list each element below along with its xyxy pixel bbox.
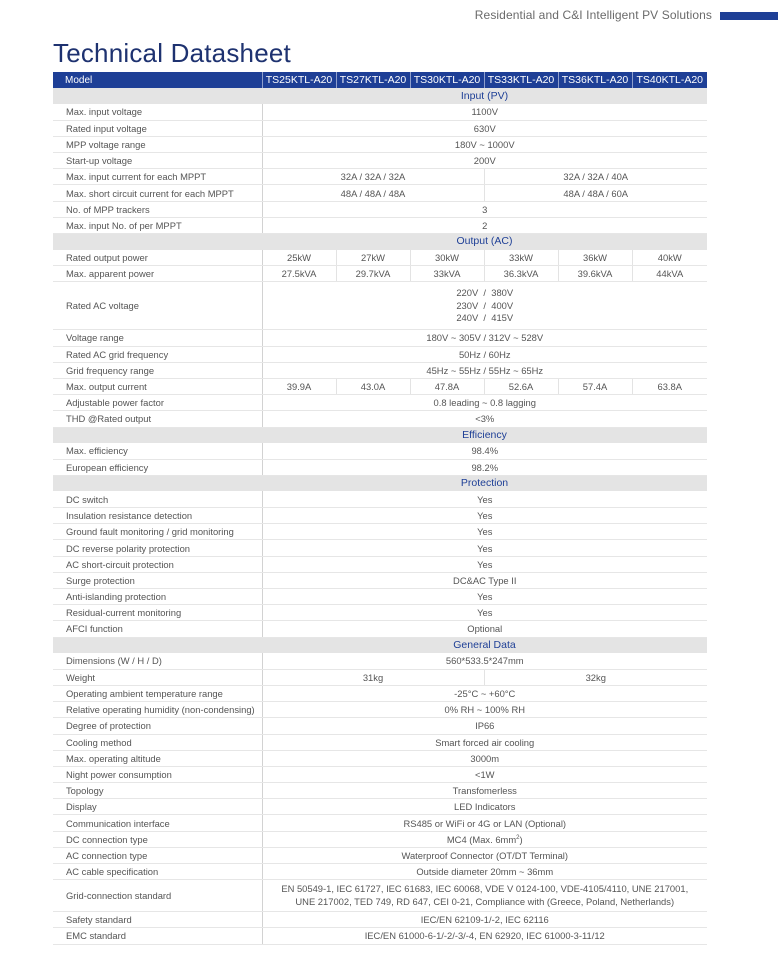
row-label: European efficiency — [53, 459, 262, 475]
row-value: 39.9A — [262, 378, 336, 394]
row-label: AC connection type — [53, 847, 262, 863]
row-value: RS485 or WiFi or 4G or LAN (Optional) — [262, 815, 707, 831]
table-row — [53, 750, 707, 766]
row-value: 180V ~ 305V / 312V ~ 528V — [262, 330, 707, 346]
row-value: Yes — [262, 589, 707, 605]
row-value: Yes — [262, 508, 707, 524]
table-row — [53, 734, 707, 750]
row-label: Max. output current — [53, 378, 262, 394]
row-label: AC short-circuit protection — [53, 556, 262, 572]
table-row — [53, 572, 707, 588]
row-label: MPP voltage range — [53, 136, 262, 152]
row-value: IEC/EN 62109-1/-2, IEC 62116 — [262, 912, 707, 928]
value-line: UNE 217002, TED 749, RD 647, CEI 0-21, Compliance with (Greece, Poland, Netherlands) — [295, 895, 675, 907]
row-value — [262, 282, 707, 330]
value-line: 240V / 415V — [456, 312, 514, 324]
row-value: Transfomerless — [262, 783, 707, 799]
row-value: 3 — [262, 201, 707, 217]
row-value: 2 — [262, 217, 707, 233]
table-row — [53, 169, 707, 185]
section-title: Output (AC) — [262, 234, 707, 250]
row-value: Waterproof Connector (OT/DT Terminal) — [262, 847, 707, 863]
row-label: Grid frequency range — [53, 362, 262, 378]
row-value: 45Hz ~ 55Hz / 55Hz ~ 65Hz — [262, 362, 707, 378]
table-row — [53, 250, 707, 266]
row-label: Start-up voltage — [53, 153, 262, 169]
row-label: EMC standard — [53, 928, 262, 944]
row-label: Max. efficiency — [53, 443, 262, 459]
table-row — [53, 104, 707, 120]
table-row — [53, 378, 707, 394]
row-label: Topology — [53, 783, 262, 799]
section-header-protection — [53, 475, 707, 491]
value-line: EN 50549-1, IEC 61727, IEC 61683, IEC 60068, VDE V 0124-100, VDE-4105/4110, UNE 217001, — [281, 883, 689, 895]
table-row — [53, 815, 707, 831]
table-row — [53, 847, 707, 863]
row-value — [262, 880, 707, 912]
table-row — [53, 928, 707, 944]
row-value: Optional — [262, 621, 707, 637]
row-value: 560*533.5*247mm — [262, 653, 707, 669]
row-label: Communication interface — [53, 815, 262, 831]
row-value: 27kW — [336, 250, 410, 266]
row-value: 0% RH ~ 100% RH — [262, 702, 707, 718]
accent-bar — [720, 12, 778, 20]
row-value: IEC/EN 61000-6-1/-2/-3/-4, EN 62920, IEC 61000-3-11/12 — [262, 928, 707, 944]
value-superscript: 2 — [516, 834, 520, 841]
row-value: 32A / 32A / 40A — [484, 169, 707, 185]
row-value: 36.3kVA — [484, 266, 558, 282]
row-value: 44kVA — [632, 266, 707, 282]
table-row — [53, 346, 707, 362]
table-row — [53, 864, 707, 880]
table-row — [53, 912, 707, 928]
row-value: 98.2% — [262, 459, 707, 475]
table-row — [53, 880, 707, 912]
row-label: Anti-islanding protection — [53, 589, 262, 605]
model-column-header: TS40KTL-A20 — [632, 72, 707, 88]
row-label: Rated input voltage — [53, 120, 262, 136]
row-value: 630V — [262, 120, 707, 136]
row-value: Yes — [262, 524, 707, 540]
row-value: 200V — [262, 153, 707, 169]
row-value: 48A / 48A / 60A — [484, 185, 707, 201]
row-label: DC connection type — [53, 831, 262, 847]
row-value: 98.4% — [262, 443, 707, 459]
table-row — [53, 266, 707, 282]
row-label: Max. input voltage — [53, 104, 262, 120]
row-value: Smart forced air cooling — [262, 734, 707, 750]
table-row — [53, 491, 707, 507]
section-header-output — [53, 234, 707, 250]
table-row — [53, 524, 707, 540]
table-row — [53, 153, 707, 169]
row-label: Max. input current for each MPPT — [53, 169, 262, 185]
table-row — [53, 718, 707, 734]
row-value: IP66 — [262, 718, 707, 734]
row-value: 33kVA — [410, 266, 484, 282]
table-row — [53, 185, 707, 201]
row-value: Yes — [262, 540, 707, 556]
row-value: <1W — [262, 766, 707, 782]
row-value: 36kW — [558, 250, 632, 266]
brand-tagline: Residential and C&I Intelligent PV Solutions — [474, 8, 712, 22]
row-value: 32kg — [484, 669, 707, 685]
row-label: Operating ambient temperature range — [53, 685, 262, 701]
row-label: Grid-connection standard — [53, 880, 262, 912]
row-value: 30kW — [410, 250, 484, 266]
value-line: 230V / 400V — [456, 299, 514, 311]
table-row — [53, 783, 707, 799]
row-label: Adjustable power factor — [53, 395, 262, 411]
table-row — [53, 459, 707, 475]
row-label: Voltage range — [53, 330, 262, 346]
table-row — [53, 411, 707, 427]
table-row — [53, 443, 707, 459]
value-suffix: ) — [519, 833, 523, 845]
row-value: Yes — [262, 605, 707, 621]
table-row — [53, 669, 707, 685]
section-header-efficiency — [53, 427, 707, 443]
model-column-header: TS36KTL-A20 — [558, 72, 632, 88]
page-title: Technical Datasheet — [53, 38, 291, 68]
table-row — [53, 702, 707, 718]
row-label: Rated output power — [53, 250, 262, 266]
model-column-header: TS33KTL-A20 — [484, 72, 558, 88]
row-label: DC reverse polarity protection — [53, 540, 262, 556]
row-label: Dimensions (W / H / D) — [53, 653, 262, 669]
row-value: 3000m — [262, 750, 707, 766]
row-value: 50Hz / 60Hz — [262, 346, 707, 362]
row-value: 48A / 48A / 48A — [262, 185, 484, 201]
row-value: 39.6kVA — [558, 266, 632, 282]
row-label: Weight — [53, 669, 262, 685]
table-row — [53, 330, 707, 346]
row-value: Yes — [262, 491, 707, 507]
table-row — [53, 685, 707, 701]
table-row — [53, 556, 707, 572]
row-value: 47.8A — [410, 378, 484, 394]
row-label: Residual-current monitoring — [53, 605, 262, 621]
row-label: Display — [53, 799, 262, 815]
row-label: Relative operating humidity (non-condensing) — [53, 702, 262, 718]
table-row — [53, 589, 707, 605]
datasheet-table — [53, 72, 707, 945]
row-label: Degree of protection — [53, 718, 262, 734]
table-row — [53, 540, 707, 556]
table-row — [53, 120, 707, 136]
row-label: DC switch — [53, 491, 262, 507]
row-value: 52.6A — [484, 378, 558, 394]
section-header-input — [53, 88, 707, 104]
section-title: General Data — [262, 637, 707, 653]
table-row — [53, 282, 707, 330]
row-label: Insulation resistance detection — [53, 508, 262, 524]
row-value — [262, 831, 707, 847]
row-label: Night power consumption — [53, 766, 262, 782]
row-label: No. of MPP trackers — [53, 201, 262, 217]
row-label: Max. short circuit current for each MPPT — [53, 185, 262, 201]
value-text: MC4 (Max. 6mm — [446, 833, 517, 845]
table-row — [53, 136, 707, 152]
table-row — [53, 621, 707, 637]
row-value: 32A / 32A / 32A — [262, 169, 484, 185]
table-row — [53, 799, 707, 815]
row-value: 27.5kVA — [262, 266, 336, 282]
table-row — [53, 653, 707, 669]
table-row — [53, 395, 707, 411]
row-value: -25°C ~ +60°C — [262, 685, 707, 701]
row-label: Rated AC voltage — [53, 282, 262, 330]
row-value: Outside diameter 20mm ~ 36mm — [262, 864, 707, 880]
row-label: Cooling method — [53, 734, 262, 750]
table-row — [53, 605, 707, 621]
row-value: 40kW — [632, 250, 707, 266]
row-value: <3% — [262, 411, 707, 427]
row-value: 43.0A — [336, 378, 410, 394]
model-column-header: TS30KTL-A20 — [410, 72, 484, 88]
row-value: 31kg — [262, 669, 484, 685]
table-row — [53, 831, 707, 847]
row-label: Rated AC grid frequency — [53, 346, 262, 362]
row-label: AFCI function — [53, 621, 262, 637]
value-line: 220V / 380V — [456, 287, 514, 299]
row-value: 63.8A — [632, 378, 707, 394]
section-title: Efficiency — [262, 427, 707, 443]
table-row — [53, 766, 707, 782]
table-row — [53, 362, 707, 378]
row-value: 25kW — [262, 250, 336, 266]
model-header-row — [53, 72, 707, 88]
row-value: 29.7kVA — [336, 266, 410, 282]
row-label: Safety standard — [53, 912, 262, 928]
row-value: Yes — [262, 556, 707, 572]
table-row — [53, 217, 707, 233]
table-row — [53, 201, 707, 217]
row-value: 1100V — [262, 104, 707, 120]
row-value: 33kW — [484, 250, 558, 266]
model-column-header: TS27KTL-A20 — [336, 72, 410, 88]
row-label: Max. apparent power — [53, 266, 262, 282]
row-value: 0.8 leading ~ 0.8 lagging — [262, 395, 707, 411]
row-label: AC cable specification — [53, 864, 262, 880]
row-value: LED Indicators — [262, 799, 707, 815]
row-value: DC&AC Type II — [262, 572, 707, 588]
model-header-label: Model — [53, 72, 262, 88]
section-header-general — [53, 637, 707, 653]
row-label: THD @Rated output — [53, 411, 262, 427]
row-value: 57.4A — [558, 378, 632, 394]
section-title: Input (PV) — [262, 88, 707, 104]
row-label: Max. input No. of per MPPT — [53, 217, 262, 233]
row-label: Ground fault monitoring / grid monitoring — [53, 524, 262, 540]
section-title: Protection — [262, 475, 707, 491]
row-value: 180V ~ 1000V — [262, 136, 707, 152]
row-label: Max. operating altitude — [53, 750, 262, 766]
table-row — [53, 508, 707, 524]
model-column-header: TS25KTL-A20 — [262, 72, 336, 88]
row-label: Surge protection — [53, 572, 262, 588]
